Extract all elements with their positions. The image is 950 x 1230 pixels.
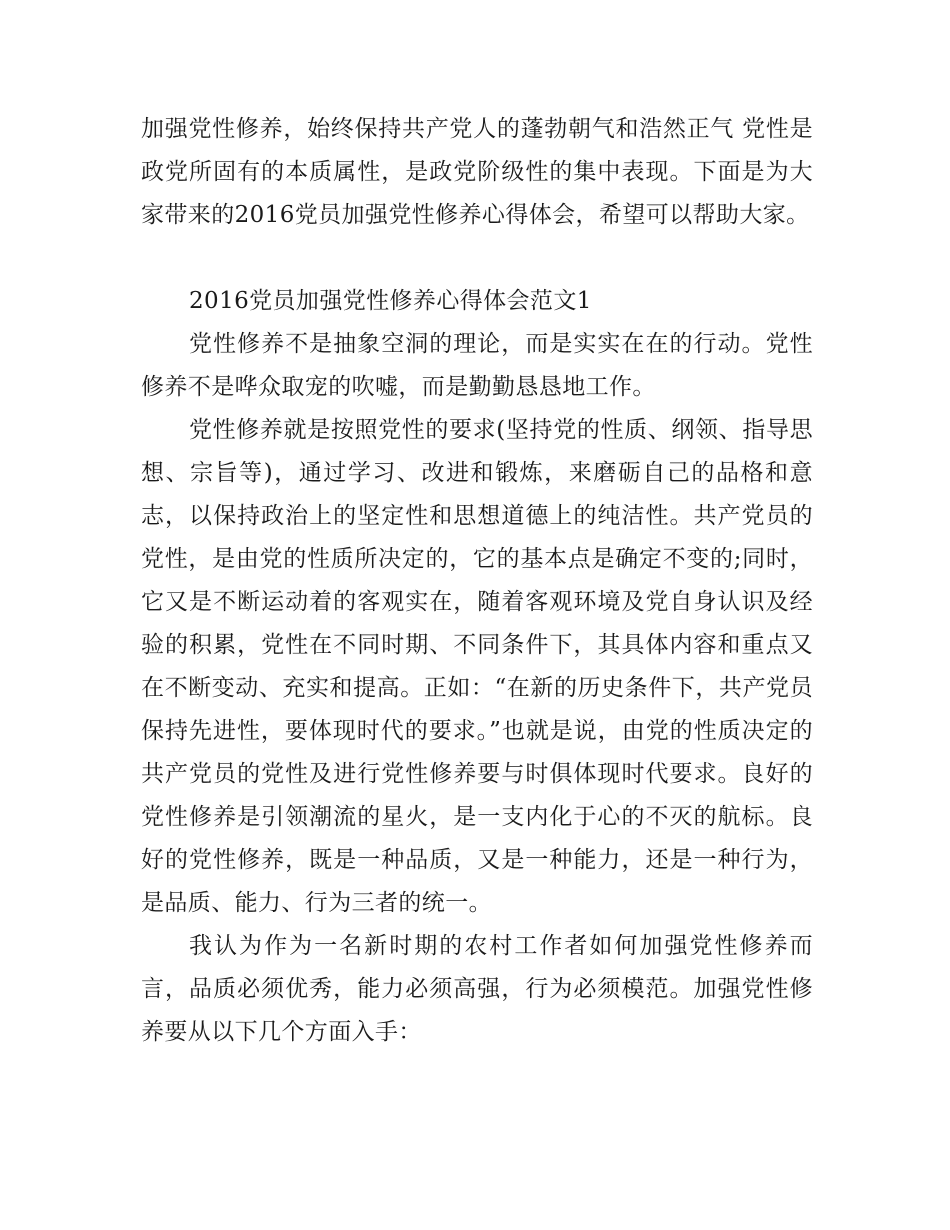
document-body [141, 108, 813, 1054]
section-heading: 2016党员加强党性修养心得体会范文1 [189, 288, 592, 314]
body-paragraph-2: 党性修养就是按照党性的要求(坚持党的性质、纲领、指导思想、宗旨等)，通过学习、改进和锻炼，来磨砺自己的品格和意志，以保持政治上的坚定性和思想道德上的纯洁性。共产党员的党性，是由党的性质所决定的，它的基本点是确定不变的;同时，它又是不断运动着的客观实在，随着客观环境及党自身认识及经验的积累，党性在不同时期、不同条件下，其具体内容和重点又在不断变动、充实和提高。正如：“在新的历史条件下，共产党员保持先进性，要体现时代的要求。”也就是说，由党的性质决定的共产党员的党性及进行党性修养要与时俱体现时代要求。良好的党性修养是引领潮流的星火，是一支内化于心的不灭的航标。良好的党性修养，既是一种品质，又是一种能力，还是一种行为，是品质、能力、行为三者的统一。 [141, 417, 813, 916]
body-paragraph-3: 我认为作为一名新时期的农村工作者如何加强党性修养而言，品质必须优秀，能力必须高强，行为必须模范。加强党性修养要从以下几个方面入手： [141, 933, 813, 1045]
body-paragraph-1: 党性修养不是抽象空洞的理论，而是实实在在的行动。党性修养不是哗众取宠的吹嘘，而是勤勤恳恳地工作。 [141, 331, 813, 400]
intro-paragraph: 加强党性修养，始终保持共产党人的蓬勃朝气和浩然正气 党性是政党所固有的本质属性，是政党阶级性的集中表现。下面是为大家带来的2016党员加强党性修养心得体会，希望可以帮助大家。 [141, 116, 813, 228]
